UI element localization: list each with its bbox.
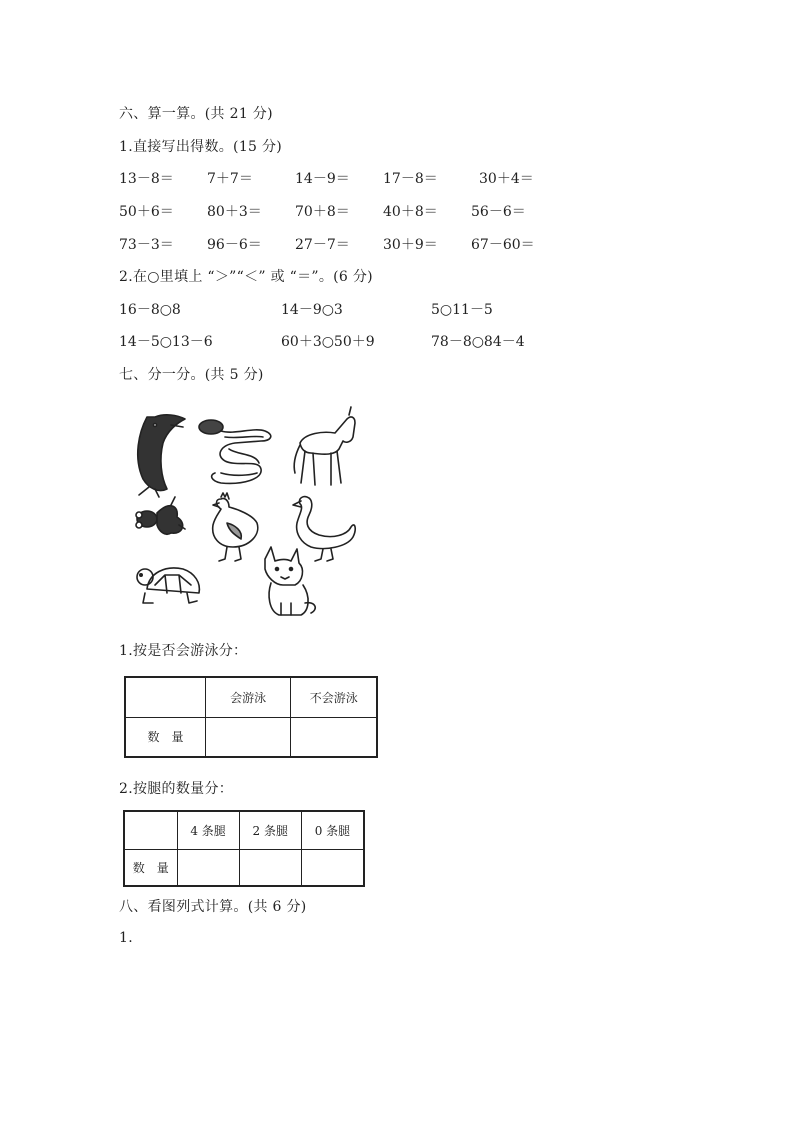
compare-item: 78－8○84－4 (431, 334, 525, 350)
table-header-cannot-swim: 不会游泳 (291, 677, 377, 717)
compare-item: 14－5○13－6 (119, 334, 213, 350)
compare-item: 16－8○8 (119, 302, 181, 318)
math-item: 70＋8＝ (295, 204, 350, 220)
answer-cell-4-legs[interactable] (177, 849, 239, 886)
math-item: 96－6＝ (207, 237, 262, 253)
hen-icon (213, 493, 258, 561)
section6-q2-title: 2.在○里填上 “＞”“＜” 或 “＝”。(6 分) (119, 269, 373, 285)
section7-title: 七、分一分。(共 5 分) (119, 367, 264, 383)
section7-q1-title: 1.按是否会游泳分： (119, 643, 248, 659)
answer-cell-cannot-swim[interactable] (291, 717, 377, 757)
math-item: 67－60＝ (471, 237, 535, 253)
goose-icon (293, 497, 355, 561)
table-header-empty (125, 677, 205, 717)
math-item: 13－8＝ (119, 171, 174, 187)
snake-icon (199, 420, 271, 483)
turtle-icon (137, 568, 199, 603)
math-item: 17－8＝ (383, 171, 438, 187)
math-item: 40＋8＝ (383, 204, 438, 220)
swim-table (124, 676, 378, 758)
dolphin-icon (138, 415, 185, 497)
math-item: 27－7＝ (295, 237, 350, 253)
section8-q1-label: 1. (119, 930, 133, 946)
math-item: 30＋4＝ (479, 171, 534, 187)
section6-title: 六、算一算。(共 21 分) (119, 106, 273, 122)
table-header-4-legs: 4 条腿 (177, 811, 239, 849)
compare-item: 14－9○3 (281, 302, 343, 318)
cat-icon (265, 547, 315, 615)
math-item: 50＋6＝ (119, 204, 174, 220)
math-item: 7＋7＝ (207, 171, 253, 187)
math-item: 80＋3＝ (207, 204, 262, 220)
math-item: 14－9＝ (295, 171, 350, 187)
math-item: 56－6＝ (471, 204, 526, 220)
horse-icon (294, 407, 355, 485)
answer-cell-can-swim[interactable] (205, 717, 291, 757)
animal-pictures (125, 397, 375, 622)
math-item: 30＋9＝ (383, 237, 438, 253)
legs-table (123, 810, 365, 887)
section8-title: 八、看图列式计算。(共 6 分) (119, 899, 307, 915)
table-row-label-quantity: 数 量 (124, 849, 177, 886)
answer-cell-0-legs[interactable] (301, 849, 364, 886)
answer-cell-2-legs[interactable] (239, 849, 301, 886)
table-header-can-swim: 会游泳 (205, 677, 291, 717)
table-header-empty (124, 811, 177, 849)
compare-item: 5○11－5 (431, 302, 493, 318)
compare-item: 60＋3○50＋9 (281, 334, 375, 350)
math-item: 73－3＝ (119, 237, 174, 253)
section6-q1-title: 1.直接写出得数。(15 分) (119, 139, 283, 155)
table-row-label-quantity: 数 量 (125, 717, 205, 757)
section7-q2-title: 2.按腿的数量分： (119, 781, 234, 797)
table-header-2-legs: 2 条腿 (239, 811, 301, 849)
goldfish-icon (136, 497, 185, 534)
table-header-0-legs: 0 条腿 (301, 811, 364, 849)
